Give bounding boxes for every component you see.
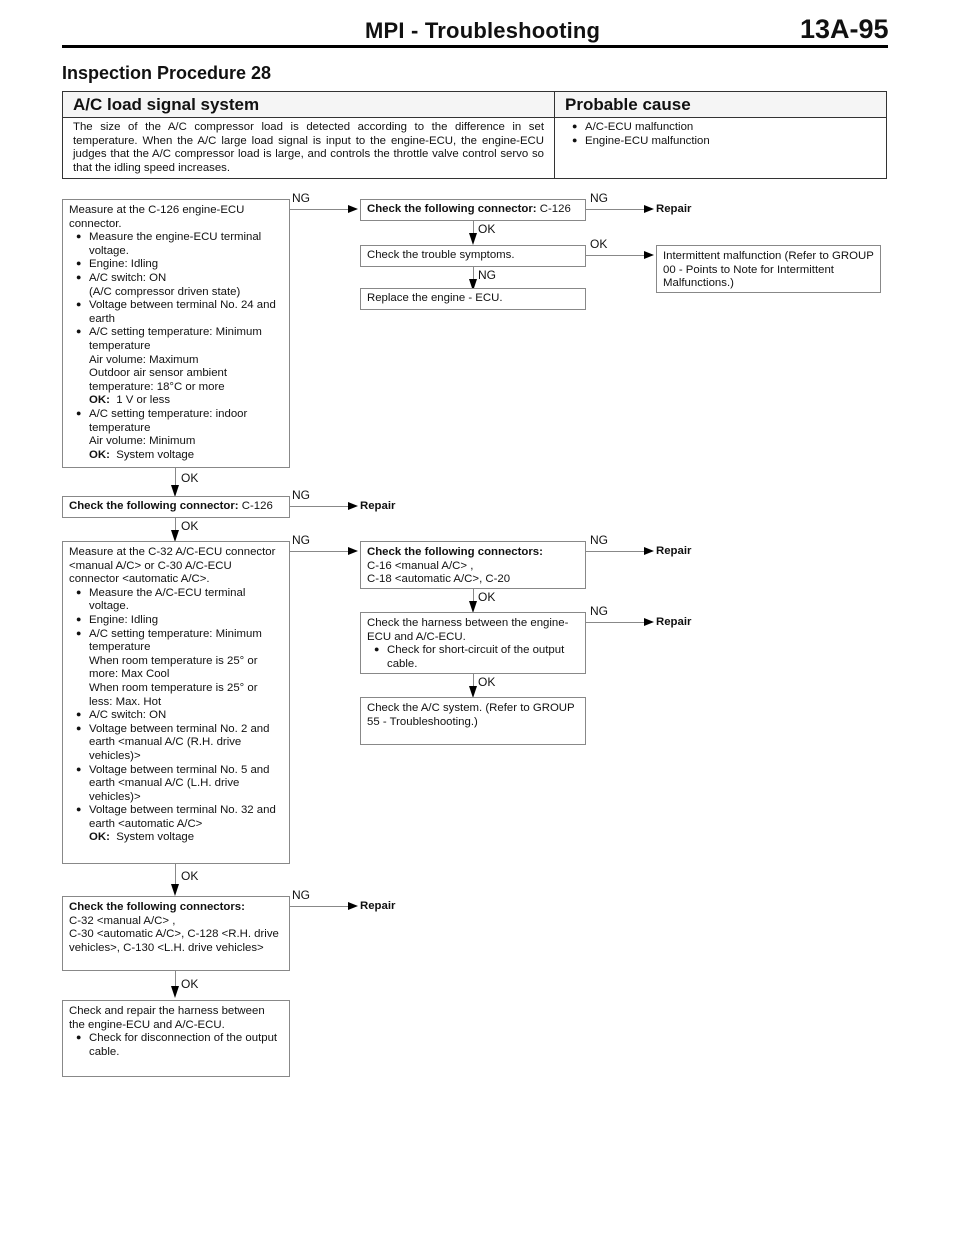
cause-item: ● A/C-ECU malfunction: [565, 121, 876, 135]
step-check-connector-c126: Check the following connector: C-126: [360, 199, 586, 221]
repair-label: Repair: [360, 500, 396, 512]
repair-label: Repair: [360, 900, 396, 912]
arrow-right-icon: [644, 547, 654, 555]
ok-label: OK: [181, 471, 199, 485]
step-bullet: ● Check for disconnection of the output cable.: [69, 1032, 283, 1059]
step-subtext: Air volume: Minimum: [89, 435, 196, 448]
ng-label: NG: [478, 268, 496, 282]
arrow-down-icon: [171, 884, 179, 896]
connector-line: [473, 589, 474, 601]
step-bullet: ● A/C switch: ON: [69, 709, 283, 723]
header-rule: [62, 45, 888, 48]
ok-label: OK: [590, 237, 608, 251]
repair-label: Repair: [656, 545, 692, 557]
ng-label: NG: [292, 191, 310, 205]
arrow-right-icon: [348, 547, 358, 555]
connector-line: [586, 622, 644, 623]
step-measure-ac-ecu: [62, 541, 290, 864]
step-text: Measure at the C-32 A/C-ECU connector <manual A/C> or C-30 A/C-ECU connector <automatic A/C>.: [69, 546, 276, 586]
step-bullet: ● A/C switch: ON: [69, 272, 283, 286]
ng-label: NG: [590, 533, 608, 547]
ok-label: OK: [478, 675, 496, 689]
repair-label: Repair: [656, 616, 692, 628]
step-bullet: ● Measure the engine-ECU terminal voltage.: [69, 231, 283, 258]
step-check-ac-system: Check the A/C system. (Refer to GROUP 55 - Troubleshooting.): [360, 697, 586, 745]
step-ok-criterion: OK: System voltage: [89, 831, 195, 844]
procedure-title: Inspection Procedure 28: [62, 63, 272, 83]
step-subtext: Outdoor air sensor ambient temperature: 18°C or more: [89, 367, 228, 393]
arrow-right-icon: [644, 618, 654, 626]
step-replace-engine-ecu: Replace the engine - ECU.: [360, 288, 586, 310]
ng-label: NG: [292, 488, 310, 502]
arrow-right-icon: [348, 502, 358, 510]
ok-label: OK: [478, 590, 496, 604]
ok-label: OK: [181, 977, 199, 991]
arrow-down-icon: [469, 233, 477, 245]
ok-label: OK: [181, 869, 199, 883]
arrow-right-icon: [348, 902, 358, 910]
step-bullet: ● Voltage between terminal No. 32 and earth <automatic A/C>: [69, 804, 283, 831]
ok-label: OK: [181, 519, 199, 533]
connector-line: [290, 209, 348, 210]
connector-line: [175, 864, 176, 884]
ng-label: NG: [590, 191, 608, 205]
step-subtext: When room temperature is 25° or more: Max Cool: [89, 654, 258, 681]
step-ok-criterion: OK: System voltage: [89, 448, 195, 461]
summary-header-cause: Probable cause: [555, 92, 886, 118]
step-bullet: ● Check for short-circuit of the output cable.: [367, 644, 579, 671]
step-check-connectors-c16-c18-c20: Check the following connectors: C-16 <manual A/C> , C-18 <automatic A/C>, C-20: [360, 541, 586, 589]
step-bullet: ● Voltage between terminal No. 2 and earth <manual A/C (R.H. drive vehicles)>: [69, 723, 283, 764]
cause-item: ● Engine-ECU malfunction: [565, 135, 876, 149]
step-subtext: When room temperature is 25° or less: Max. Hot: [89, 681, 258, 708]
step-check-trouble-symptoms: Check the trouble symptoms.: [360, 245, 586, 267]
connector-line: [473, 267, 474, 279]
page-header-title: MPI - Troubleshooting: [365, 18, 601, 43]
step-bullet: ● A/C setting temperature: Minimum temperature: [69, 628, 283, 655]
step-subtext: Air volume: Maximum: [89, 353, 199, 366]
step-check-harness-short: Check the harness between the engine-ECU and A/C-ECU. ● Check for short-circuit of the output cable.: [360, 612, 586, 674]
page-number: 13A-95: [800, 14, 889, 44]
connector-line: [290, 506, 348, 507]
connector-line: [175, 518, 176, 530]
connector-line: [586, 551, 644, 552]
ng-label: NG: [292, 888, 310, 902]
connector-line: [586, 255, 644, 256]
step-check-connector-c126-second: Check the following connector: C-126: [62, 496, 290, 518]
connector-line: [473, 674, 474, 686]
step-intermittent-malfunction: Intermittent malfunction (Refer to GROUP 00 - Points to Note for Intermittent Malfunctions.): [656, 245, 881, 293]
connector-line: [473, 221, 474, 233]
connector-line: [586, 209, 644, 210]
step-check-connectors-c32-c30-c128-c130: Check the following connectors: C-32 <manual A/C> , C-30 <automatic A/C>, C-128 <R.H. drive vehicles>, C-130 <L.H. drive vehicles>: [62, 896, 290, 971]
arrow-right-icon: [348, 205, 358, 213]
repair-label: Repair: [656, 203, 692, 215]
step-subtext: (A/C compressor driven state): [89, 285, 241, 298]
summary-causes: [555, 118, 886, 151]
step-measure-engine-ecu: [62, 199, 290, 468]
connector-line: [290, 906, 348, 907]
arrow-right-icon: [644, 205, 654, 213]
connector-line: [290, 551, 348, 552]
step-bullet: ● Engine: Idling: [69, 258, 283, 272]
step-bullet: ● Voltage between terminal No. 5 and earth <manual A/C (L.H. drive vehicles)>: [69, 764, 283, 805]
summary-header-system: A/C load signal system: [63, 92, 555, 118]
step-bullet: ● Engine: Idling: [69, 614, 283, 628]
arrow-down-icon: [171, 986, 179, 998]
ok-label: OK: [478, 222, 496, 236]
arrow-right-icon: [644, 251, 654, 259]
step-text: Measure at the C-126 engine-ECU connector.: [69, 204, 245, 230]
step-bullet: ● Voltage between terminal No. 24 and earth: [69, 299, 283, 326]
step-bullet: ● A/C setting temperature: Minimum temperature: [69, 326, 283, 353]
step-bullet: ● A/C setting temperature: indoor temperature: [69, 408, 283, 435]
summary-description: The size of the A/C compressor load is detected according to the difference in set temperature. When the A/C large load signal is input to the engine-ECU, the engine-ECU judges that the A/C compressor load is large, and controls the throttle valve control servo so that the idling speed increases.: [63, 118, 555, 178]
step-ok-criterion: OK: 1 V or less: [89, 394, 171, 407]
summary-table: [62, 91, 887, 179]
ng-label: NG: [590, 604, 608, 618]
step-check-repair-harness: Check and repair the harness between the engine-ECU and A/C-ECU. ● Check for disconnection of the output cable.: [62, 1000, 290, 1077]
ng-label: NG: [292, 533, 310, 547]
step-bullet: ● Measure the A/C-ECU terminal voltage.: [69, 587, 283, 614]
